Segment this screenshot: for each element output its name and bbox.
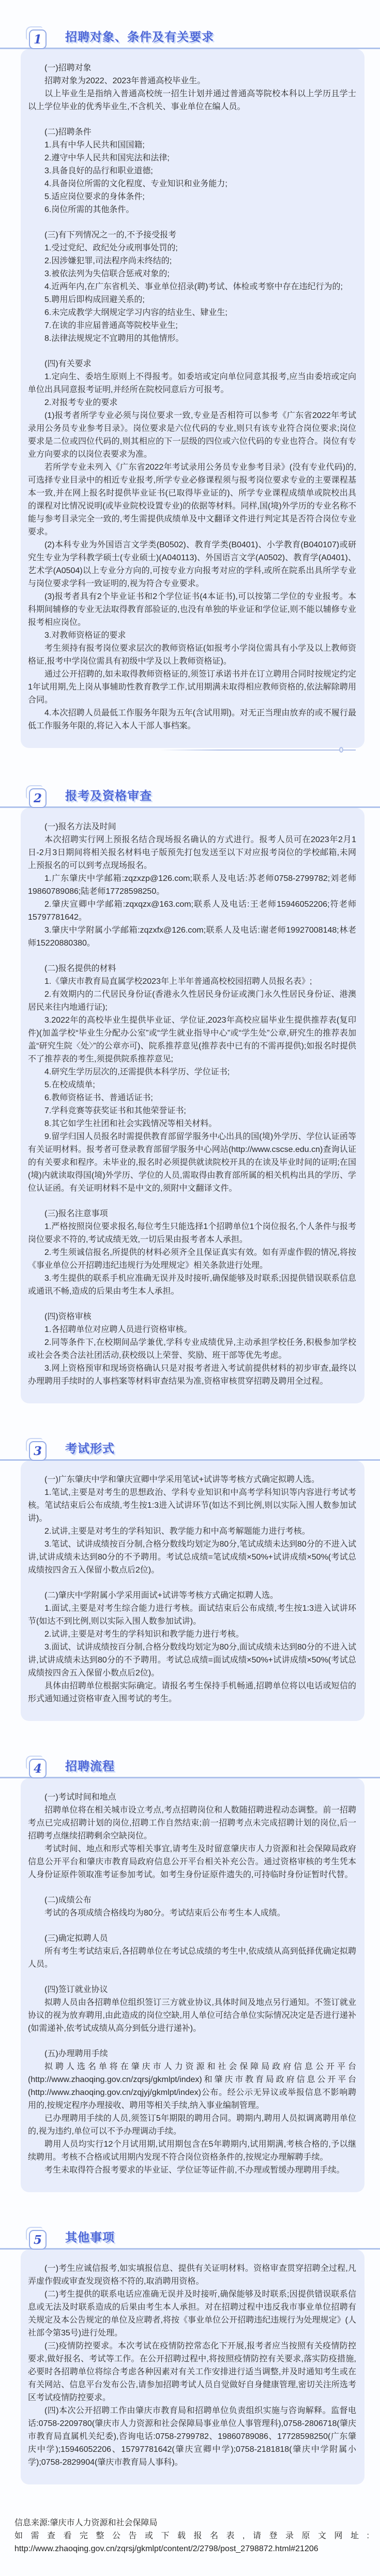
paragraph: (二)考生提供的联系电话应准确无误并及时接听,确保能够及时联系;因提供错误联系信息或无法及时联系造成的后果由考生本人承担。对在招聘过程中违反我市事业单位招聘有关规定及本公告规定的单位及应聘者,将按《事业单位公开招聘违纪违规行为处理规定》(人社部令第35号)进行处理。 [28, 2290, 356, 2338]
paragraph-gap [28, 345, 356, 357]
paragraph: 3.对教师资格证的要求 [44, 631, 126, 640]
paragraph: 拟聘人员由各招聘单位组织签订三方就业协议,具体时间及地点另行通知。不签订就业协议的视为放弃聘用,由此造成的岗位空缺,用人单位可结合单位实际情况决定是否进行递补(如需递补,依考试成绩从高分到低分进行递补)。 [28, 1998, 356, 2033]
paragraph: 1.广东肇庆中学邮箱:zqzxzp@126.com;联系人及电话:苏老师0758-2799782;刘老师19860789086;陆老师17728598250。 [28, 874, 356, 896]
section-number-badge [29, 1759, 47, 1778]
paragraph: 已办理聘用手续的人员,须签订5年期限的聘用合同。聘期内,聘用人员拟调离聘用单位的,视为违约,单位可以不予办理调动手续。 [28, 2114, 356, 2136]
section-title: 报考及资格审查 [65, 789, 152, 803]
paragraph: 2.试讲,主要是对考生的学科知识、教学能力和中高考解题能力进行考核。 [44, 1527, 310, 1536]
paragraph: 1.定向生、委培生原则上不得报考。如委培或定向单位同意其报考,应当由委培或定向单位出具同意报考证明,并经所在院校同意后方可报考。 [28, 372, 356, 394]
paragraph: 1.笔试,主要是对考生的思想政治、学科专业知识和中高考学科知识等内容进行考试考核。笔试结束后公布成绩,考生按1:3进入试讲环节(如达不到比例,则以实际入围人数参加试讲)。 [28, 1488, 356, 1523]
paragraph: (1)报考者所学专业必须与岗位要求一致,专业是否相符可以参考《广东省2022年考试录用公务员专业参考目录》。岗位要求是六位代码的专业,则只有该专业符合岗位要求;岗位要求是二位或四位代码的,则其相应的下一层级的四位或六位代码的专业也符合。岗位有专业方向要求的以岗位表要求为准。 [28, 411, 356, 459]
paragraph: 招聘单位将在相关城市设立考点,考点招聘岗位和人数随招聘进程动态调整。前一招聘考点已完成招聘计划的岗位,招聘工作自然结束;前一招聘考点未完成招聘计划的岗位,后一招聘考点继续招聘剩余空缺岗位。 [28, 1806, 356, 1840]
paragraph: 6.未完成教学大纲规定学习内容的结业生、肄业生; [44, 308, 227, 317]
paragraph: 7.在读的非应届普通高等院校毕业生; [44, 321, 178, 330]
paragraph: 1.严格按照岗位要求报名,每位考生只能选择1个招聘单位1个岗位报名,个人条件与报考岗位要求不符的,考试成绩无效,一切后果由报考者本人承担。 [28, 1222, 356, 1244]
section-card [21, 808, 364, 1403]
paragraph: 1.具有中华人民共和国国籍; [44, 141, 145, 149]
paragraph: 9.留学归国人员报名时需提供教育部留学服务中心出具的国(境)外学历、学位认证函等有关证明材料。报考者可登录教育部留学服务中心网站(http://www.cscse.edu.cn)查询认证的有关要求和程序。未毕业的,报名时必须提供就读院校开具的在读及毕业时间的证明;在国(境)内就读取得国(境)外学历、学位的人员,需取得由教育部所属的相关机构出具的学历、学位认证函。有关证明材料不是中文的,须附中文翻译文件。 [28, 1132, 356, 1193]
paragraph: 以上毕业生是指纳入普通高校统一招生计划并通过普通高等院校本科以上学历且学士以上学位毕业的优秀毕业生,不含机关、事业单位在编人员。 [28, 89, 356, 111]
paragraph: 5.在校成绩单; [44, 1081, 95, 1089]
sections-container [0, 24, 380, 2484]
paragraph: (3)报考者具有2个毕业证书和2个学位证书(4本证书),可以按第二学位的专业报考。本科期间辅修的专业无法取得教育部验证的,也没有单独的毕业证和学位证,则不能以辅修专业报考相应岗位。 [28, 592, 356, 627]
paragraph: 3.肇庆中学附属小学邮箱:zqzxfx@126.com;联系人及电话:谢老师19927008148;林老师15220880380。 [28, 926, 356, 948]
paragraph: 6.岗位所需的其他条件。 [44, 205, 134, 214]
paragraph: 3.考生提供的联系手机应准确无误并及时接听,确保能够及时联系;因提供错误联系信息或通讯不畅,造成的后果由考生本人承担。 [28, 1274, 356, 1296]
footer-link-label: 如需查看完整公告或下载报名表,请登录原文网址: [14, 2532, 369, 2540]
paragraph: 若所学专业未列入《广东省2022年考试录用公务员专业参考目录》(没有专业代码)的,可选择专业目录中的相近专业报考,所学专业必修课程须与报考岗位要求专业的主要课程基本一致,并在网上报名时提供毕业证书(已取得毕业证的)、所学专业课程成绩单或院校出具的课程对比情况说明(或毕业院校设置专业)的依据等材料。同样,国(境)外学历的专业名称不能与参考目录完全一致的,考生需提供成绩单及中文翻译文件进行判定其是否符合岗位专业要求。 [28, 463, 356, 536]
section-title: 考试形式 [65, 1442, 115, 1456]
paragraph: 4.近两年内,在广东省机关、事业单位招录(聘)考试、体检或考察中存在违纪行为的; [44, 282, 343, 291]
paragraph: 4.本次招聘人员最低工作服务年限为五年(含试用期)。对无正当理由放弃的或不履行最低工作服务年限的,将记入本人干部人事档案。 [28, 709, 356, 730]
paragraph: (一)广东肇庆中学和肇庆宣卿中学采用笔试+试讲等考核方式确定拟聘人选。 [44, 1475, 320, 1484]
section-header [0, 24, 380, 49]
section-1 [0, 24, 380, 751]
paragraph: (四)有关要求 [44, 360, 92, 368]
section-title: 招聘流程 [65, 1759, 115, 1773]
paragraph: 考试的各项成绩合格线均为80分。考试结束后公布考生本人成绩。 [44, 1909, 285, 1918]
paragraph: 考生须持有报考岗位要求层次的教师资格证(如报考小学岗位需具有小学及以上教师资格证,报考中学岗位需具有初级中学及以上教师资格证)。 [28, 644, 356, 666]
paragraph: 2.试讲,主要是对考生的学科知识和教学能力进行考核。 [44, 1630, 244, 1639]
paragraph-gap [28, 1881, 356, 1894]
footer-url: http://www.zhaoqing.gov.cn/zqrsj/gkmlpt/content/2/2798/post_2798872.html#21206 [14, 2544, 318, 2553]
paragraph-gap [28, 1195, 356, 1207]
paragraph: 2.对报考专业的要求 [44, 398, 118, 407]
paragraph: (一)考生应诚信报考,如实填报信息、提供有关证明材料。资格审查贯穿招聘全过程,凡弄虚作假或审查发现资格不符的,取消聘用资格。 [28, 2264, 356, 2286]
section-card [21, 1461, 364, 1721]
section-3 [0, 1435, 380, 1721]
paragraph: (四)签订就业协议 [44, 1985, 108, 1994]
section-header [0, 1753, 380, 1778]
paragraph: 1.受过党纪、政纪处分或刑事处罚的; [44, 244, 178, 252]
paragraph: 3.网上资格预审和现场资格确认只是对报考者进入考试前提供材料的初步审查,最终以办理聘用手续时的人事档案等材料审查结果为准,资格审核贯穿招聘及聘用全过程。 [28, 1364, 356, 1386]
paragraph: 3.面试、试讲成绩按百分制,合格分数线均划定为80分,面试成绩未达到80分的不进入试讲,试讲成绩未达到80分的不予聘用。考试总成绩=面试成绩×50%+试讲成绩×50%(考试总成绩按四舍五入保留小数点后2位)。 [28, 1643, 356, 1678]
paragraph: (三)有下列情况之一的,不予接受报考 [44, 231, 177, 239]
page-footer [14, 2517, 369, 2555]
section-4 [0, 1753, 380, 2192]
paragraph: 招聘对象为2022、2023年普通高校毕业生。 [44, 77, 206, 85]
paragraph: (一)报名方法及时间 [44, 822, 116, 831]
paragraph: 2.遵守中华人民共和国宪法和法律; [44, 154, 170, 162]
section-number-badge [29, 29, 47, 49]
section-number: 4 [33, 1761, 42, 1776]
paragraph-gap [28, 950, 356, 962]
section-header [0, 1435, 380, 1461]
section-number: 2 [33, 791, 42, 805]
section-card [21, 1778, 364, 2192]
paragraph: 7.学科竞赛等获奖证书和其他荣誉证书; [44, 1106, 186, 1115]
paragraph: 考试时间、地点和形式等相关事宜,请考生及时留意肇庆市人力资源和社会保障局政府信息公开平台和肇庆市教育局政府信息公开平台相关补充公告。通过资格审核的考生凭本人身份证原件领取准考证参加考试。如考生身份证原件遗失的,可持临时身份证暂时代替。 [28, 1845, 356, 1879]
paragraph: 8.其它如学生社团和社会实践情况等相关材料。 [44, 1119, 217, 1128]
paragraph: 2.同等条件下,在校期间品学兼优,学科专业成绩优异,主动承担学校任务,积极参加学校或社会各类合法社团活动,获校级以上荣誉、奖励、班干部等优先考虑。 [28, 1338, 356, 1360]
section-5 [0, 2224, 380, 2484]
paragraph: (二)招聘条件 [44, 128, 92, 137]
paragraph: 2.肇庆宣卿中学邮箱:zqxqzx@163.com;联系人及电话:王老师15946052206;符老师15797781642。 [28, 900, 356, 922]
paragraph: 1.《肇庆市教育局直属学校2023年上半年普通高校校园招聘人员报名表》; [44, 977, 312, 986]
paragraph-gap [28, 216, 356, 229]
paragraph: (四)本次公开招聘工作由肇庆市教育局和招聘单位负责组织实施与咨询解释。监督电话:0758-2209780(肇庆市人力资源和社会保障局事业单位人事管理科),0758-2806718(肇庆市教育局直属机关纪委),咨询电话:0758-2799782、19860789086、17728598250(广东肇庆中学);15946052206、15797781642(肇庆宣卿中学);0758-2181818(肇庆中学附属小学);0758-2829904(肇庆市教育局人事科)。 [28, 2406, 356, 2467]
paragraph: 2.因涉嫌犯罪,司法程序尚未终结的; [44, 257, 172, 265]
section-card [21, 2250, 364, 2484]
footer-source: 信息来源:肇庆市人力资源和社会保障局 [14, 2519, 158, 2527]
paragraph: 4.研究生学历层次的,还需提供本科学历、学位证书; [44, 1068, 230, 1076]
section-title: 招聘对象、条件及有关要求 [65, 30, 214, 44]
paragraph: 本次招聘实行网上预报名结合现场报名确认的方式进行。报考人员可在2023年2月1日-2月3日期间将相关报名材料电子版预先打包发送至以下对应报考岗位的学校邮箱,未网上预报名的可以到考点现场报名。 [28, 835, 356, 870]
paragraph: (二)肇庆中学附属小学采用面试+试讲等考核方式确定拟聘人选。 [44, 1591, 279, 1600]
paragraph: (2)本科专业为外国语言文学类(B0502)、教育学类(B0401)、小学教育(B040107)或研究生专业为学科教学硕士(专业硕士)(A040113)、外国语言文学(A0502)、教育学(A0401)、艺术学(A0504)以上专业分方向的,可按专业方向报考对应的学科,或所在院系出具所学专业与岗位要求学科一致证明的,视为符合专业要求。 [28, 541, 356, 588]
section-number: 1 [33, 32, 42, 47]
paragraph: (二)成绩公布 [44, 1896, 92, 1905]
paragraph: 6.教师资格证书、普通话证书; [44, 1094, 153, 1102]
card-end-divider [160, 750, 356, 751]
paragraph-gap [28, 1920, 356, 1932]
paragraph: 考生未取得符合报考要求的毕业证、学位证等证件前,不办理或暂缓办理聘用手续。 [44, 2166, 345, 2175]
paragraph: 具体由招聘单位根据实际确定。请报名考生保持手机畅通,招聘单位将以电话或短信的形式通知通过资格审查入围考试的考生。 [28, 1682, 356, 1703]
section-header [0, 2224, 380, 2250]
paragraph-gap [28, 1298, 356, 1310]
paragraph: 2.有效期内的二代居民身份证(香港永久性居民身份证或澳门永久性居民身份证、港澳居民来往内地通行证); [28, 990, 356, 1012]
paragraph: 所有考生考试结束后,各招聘单位在考试总成绩的考生中,依成绩从高到低择优确定拟聘人员。 [28, 1947, 356, 1969]
paragraph: 4.具备岗位所需的文化程度、专业知识和业务能力; [44, 179, 227, 188]
section-number-badge [29, 1441, 47, 1461]
paragraph: 1.各招聘单位对应聘人员进行资格审核。 [44, 1325, 192, 1334]
section-header [0, 783, 380, 808]
paragraph: 3.2022年的高校毕业生提供毕业证、学位证,2023年高校应届毕业生提供推荐表(复印件)(加盖学校“毕业生分配办公室”或“学生就业指导中心”或“学生处”公章,研究生的推荐表加盖“研究生院〈处〉”的公章亦可)、院系推荐意见(推荐表中已有的不需再提供);如报名时提供不了推荐表的考生,须提供院系推荐意见; [28, 1016, 356, 1064]
section-card [21, 49, 364, 748]
section-number-badge [29, 2230, 47, 2250]
paragraph: 3.具备良好的品行和职业道德; [44, 167, 153, 175]
paragraph-gap [28, 2035, 356, 2047]
paragraph: (三)报名注意事项 [44, 1209, 108, 1218]
divider-knob-icon [339, 747, 343, 753]
paragraph: (三)确定拟聘人员 [44, 1934, 108, 1943]
section-title: 其他事项 [65, 2230, 115, 2244]
paragraph: 聘用人员均实行12个月试用期,试用期包含在5年聘期内,试用期满,考核合格的,予以继续聘用。考核不合格或试用期内发现不符合岗位资格条件的,按规定办理解聘手续。 [28, 2140, 356, 2162]
paragraph: 3.被依法列为失信联合惩戒对象的; [44, 269, 170, 278]
section-number: 5 [33, 2233, 42, 2247]
paragraph: 5.适应岗位要求的身体条件; [44, 192, 145, 201]
paragraph-gap [28, 113, 356, 126]
paragraph: (四)资格审核 [44, 1312, 92, 1321]
paragraph: (一)考试时间和地点 [44, 1793, 116, 1802]
paragraph-gap [28, 1577, 356, 1589]
paragraph: 8.法律法规规定不宜聘用的其他情形。 [44, 334, 184, 343]
paragraph: 1.面试,主要是对考生综合能力进行考核。面试结束后公布成绩,考生按1:3进入试讲环节(如达不到比例,则以实际入围人数参加试讲)。 [28, 1604, 356, 1626]
section-number-badge [29, 788, 47, 808]
paragraph: 2.考生须诚信报名,所提供的材料必须齐全且保证真实有效。如有弄虚作假的情况,将按《事业单位公开招聘违纪违规行为处理规定》相关条款进行处理。 [28, 1248, 356, 1270]
paragraph: 5.聘用后即构成回避关系的; [44, 295, 145, 304]
paragraph-gap [28, 1971, 356, 1983]
paragraph: (三)疫情防控要求。本次考试在疫情防控常态化下开展,报考者应当按照有关疫情防控要求,做好报名、考试等工作。在公开招聘过程中,将按照疫情防控有关要求,落实防疫措施,必要时各招聘单位将综合考虑各种因素对有关工作安排进行适当调整,并及时通知考生或在有关网站、信息平台发布公告,请参加招聘考试人员自觉做好自身健康管理,密切关注所选考区考试疫情防控要求。 [28, 2342, 356, 2402]
section-number: 3 [33, 1444, 42, 1458]
section-2 [0, 783, 380, 1403]
paragraph: (五)办理聘用手续 [44, 2049, 108, 2058]
paragraph: (一)招聘对象 [44, 64, 92, 72]
paragraph: 通过公开招聘的,如未取得教师资格证的,须签订承诺书并在订立聘用合同时按规定约定1年试用期,先上岗从事辅助性教育教学工作,试用期满未取得相应教师资格的,依法解除聘用合同。 [28, 670, 356, 705]
paragraph: 3.笔试、试讲成绩按百分制,合格分数线均划定为80分,笔试成绩未达到80分的不进入试讲,试讲成绩未达到80分的不予聘用。考试总成绩=笔试成绩×50%+试讲成绩×50%(考试总成绩按四舍五入保留小数点后2位)。 [28, 1540, 356, 1575]
paragraph: 拟聘人选名单将在肇庆市人力资源和社会保障局政府信息公开平台(http://www.zhaoqing.gov.cn/zqrsj/gkmlpt/index)和肇庆市教育局政府信息公开平台(http://www.zhaoqing.gov.cn/zqjyj/gkmlpt/index)公布。经公示无异议或举报信息不影响聘用的,按规定程序办理接收、聘用等相关手续,纳入事业编制管理。 [28, 2062, 356, 2110]
paragraph: (二)报名提供的材料 [44, 964, 116, 973]
